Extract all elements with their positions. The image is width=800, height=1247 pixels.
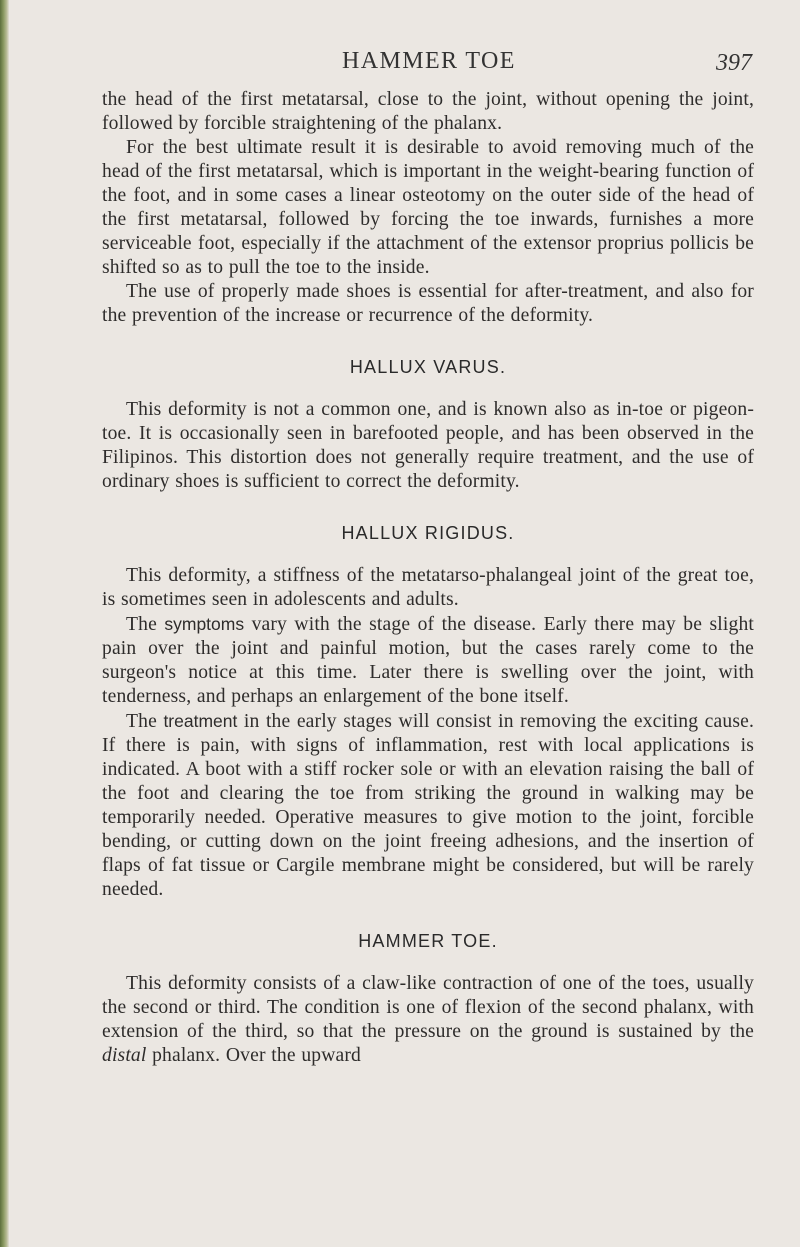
heading-hallux-varus: HALLUX VARUS. (349, 357, 507, 377)
treatment-text: in the early stages will consist in removing the exciting cause. If there is pain, with signs of inflammation, rest with local applications is indicated. A boot with a stiff rocker sole or with an elevation raising the ball of the foot and clearing the toe from striking the ground in walking may be temporarily needed. Operative measures to give motion to the joint, forcible bending, or cutting down on the joint freeing adhesions, and the insertion of flaps of fat tissue or Cargile membrane might be considered, but will be rarely needed. (102, 711, 754, 900)
running-title: HAMMER TOE (342, 48, 516, 74)
hammer-toe-text-end: phalanx. Over the upward (152, 1045, 361, 1066)
paragraph-ultimate-result: For the best ultimate result it is desirable to avoid removing much of the head of the first metatarsal, which is important in the weight-bearing function of the foot, and in some cases a linear osteotomy on the outer side of the head of the first metatarsal, followed by forcing the toe inwards, furnishes a more serviceable foot, especially if the attachment of the extensor proprius pollicis be shifted so as to pull the toe to the inside. (102, 137, 754, 278)
treatment-lead: The (126, 711, 157, 732)
paragraph-continued: the head of the first metatarsal, close to the joint, without opening the joint, followed by forcible straightening of the phalanx. (102, 89, 754, 134)
treatment-term: treatment (163, 711, 238, 731)
paragraph-shoes: The use of properly made shoes is essential for after-treatment, and also for the prevention of the increase or recurrence of the deformity. (102, 281, 754, 326)
hammer-toe-text-start: This deformity consists of a claw-like contraction of one of the toes, usually the second or third. The condition is one of flexion of the second phalanx, with extension of the third, so that the pressure on the ground is sustained by the (102, 973, 754, 1042)
book-binding-edge (0, 0, 9, 1247)
hammer-toe-emphasis: distal (102, 1045, 147, 1066)
symptoms-lead: The (126, 614, 157, 635)
symptoms-term: symptoms (164, 614, 245, 634)
book-page (102, 48, 754, 1068)
symptoms-text: vary with the stage of the disease. Early there may be slight pain over the joint and painful motion, but the cases rarely come to the surgeon's notice at this time. Later there is swelling over the joint, with tenderness, and perhaps an enlargement of the bone itself. (102, 614, 754, 707)
paragraph-symptoms (102, 612, 754, 709)
paragraph-hammer-toe (102, 972, 754, 1068)
heading-hallux-rigidus: HALLUX RIGIDUS. (341, 523, 515, 543)
page-number: 397 (716, 50, 752, 76)
running-head (102, 48, 754, 88)
paragraph-hallux-rigidus-definition: This deformity, a stiffness of the metatarso-phalangeal joint of the great toe, is sometimes seen in adolescents and adults. (102, 565, 754, 610)
paragraph-hallux-varus: This deformity is not a common one, and is known also as in-toe or pigeon-toe. It is occasionally seen in barefooted people, and has been observed in the Filipinos. This distortion does not generally require treatment, and the use of ordinary shoes is sufficient to correct the deformity. (102, 399, 754, 492)
paragraph-treatment (102, 709, 754, 902)
heading-hammer-toe: HAMMER TOE. (358, 931, 498, 951)
